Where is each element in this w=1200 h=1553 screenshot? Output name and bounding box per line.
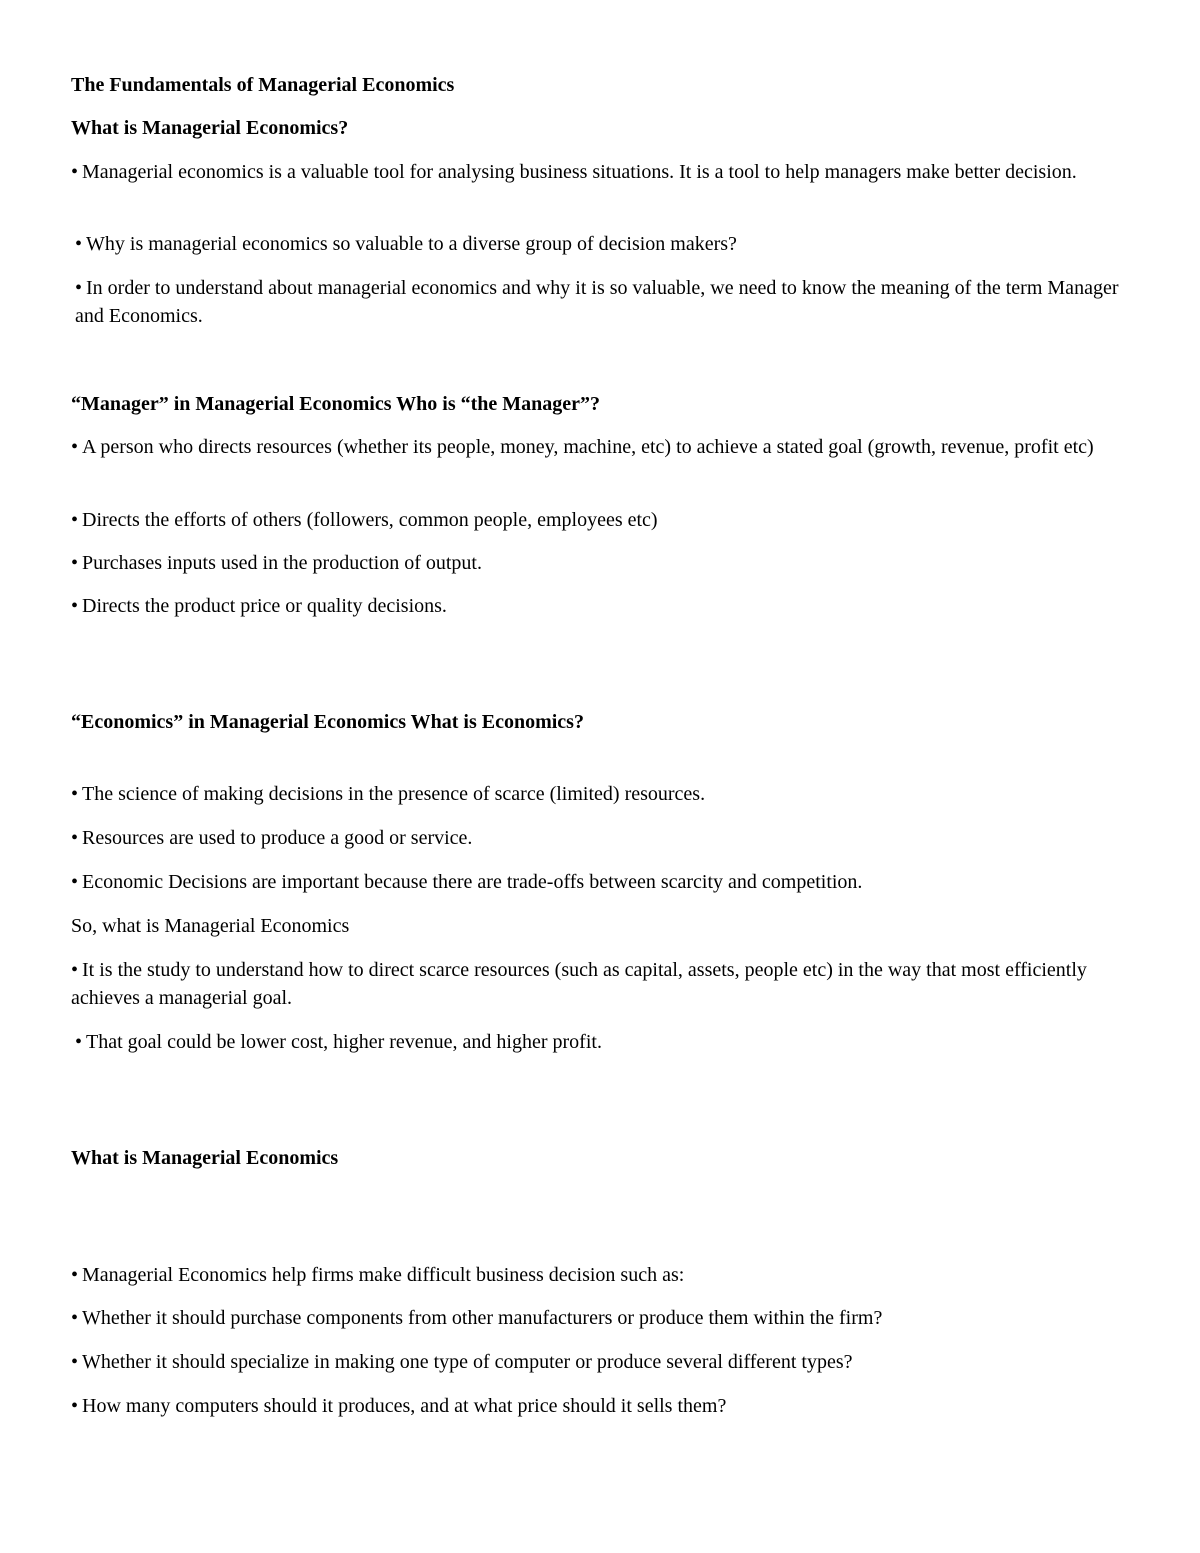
list-item: • In order to understand about managerial economics and why it is so valuable, we need to know the meaning of the term Manager and Economics. (75, 277, 1119, 327)
bullet-icon: • (71, 827, 79, 849)
bullet-icon: • (75, 233, 83, 255)
list-item: • How many computers should it produces, and at what price should it sells them? (71, 1395, 727, 1417)
bullet-icon: • (71, 1307, 79, 1329)
bullet-icon: • (71, 436, 79, 458)
bullet-icon: • (75, 277, 83, 299)
list-item: • Managerial Economics help firms make difficult business decision such as: (71, 1264, 685, 1286)
list-item: • A person who directs resources (whether its people, money, machine, etc) to achieve a stated goal (growth, revenue, profit etc) (71, 436, 1094, 458)
list-item: • The science of making decisions in the presence of scarce (limited) resources. (71, 783, 706, 805)
bullet-icon: • (71, 871, 79, 893)
bullet-icon: • (71, 509, 79, 531)
section-heading-manager: “Manager” in Managerial Economics Who is “the Manager”? (71, 393, 601, 415)
bullet-icon: • (71, 783, 79, 805)
bullet-icon: • (71, 161, 79, 183)
section-heading-what-is-2: What is Managerial Economics (71, 1147, 339, 1169)
list-item: • Directs the efforts of others (followers, common people, employees etc) (71, 509, 658, 531)
list-item: • Why is managerial economics so valuable to a diverse group of decision makers? (75, 233, 737, 255)
document-title: The Fundamentals of Managerial Economics (71, 74, 455, 96)
section-heading-what-is: What is Managerial Economics? (71, 117, 349, 139)
bullet-icon: • (71, 959, 79, 981)
bullet-icon: • (75, 1031, 83, 1053)
list-item: • Resources are used to produce a good or service. (71, 827, 473, 849)
list-item: • Managerial economics is a valuable tool for analysing business situations. It is a tool to help managers make better decision. (71, 161, 1077, 183)
list-item: • Directs the product price or quality decisions. (71, 595, 447, 617)
section-heading-economics: “Economics” in Managerial Economics What is Economics? (71, 711, 584, 733)
bullet-icon: • (71, 1351, 79, 1373)
list-item: • Purchases inputs used in the production of output. (71, 552, 482, 574)
list-item: • Economic Decisions are important because there are trade-offs between scarcity and competition. (71, 871, 863, 893)
bullet-icon: • (71, 552, 79, 574)
bullet-icon: • (71, 1395, 79, 1417)
bullet-icon: • (71, 595, 79, 617)
bullet-icon: • (71, 1264, 79, 1286)
list-item: • Whether it should purchase components from other manufacturers or produce them within the firm? (71, 1307, 883, 1329)
list-item: • That goal could be lower cost, higher revenue, and higher profit. (75, 1031, 602, 1053)
list-item: • Whether it should specialize in making one type of computer or produce several different types? (71, 1351, 853, 1373)
list-item: • It is the study to understand how to direct scarce resources (such as capital, assets, people etc) in the way that most efficiently achieves a managerial goal. (71, 959, 1087, 1009)
subheading-so-what: So, what is Managerial Economics (71, 915, 350, 937)
